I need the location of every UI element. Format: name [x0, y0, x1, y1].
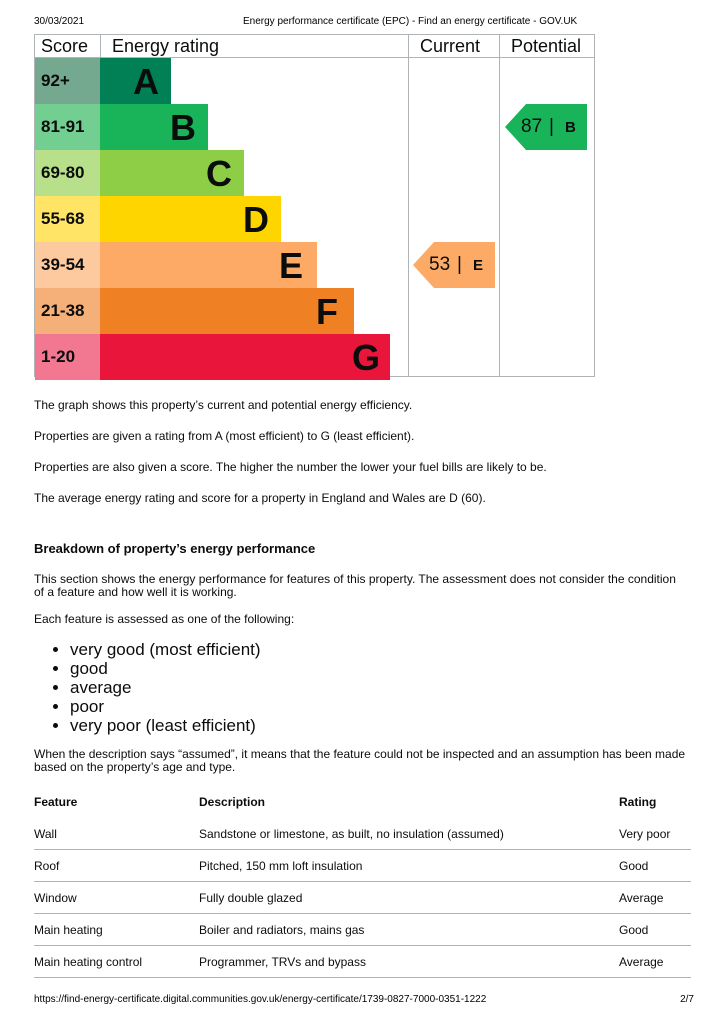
feature-table	[34, 786, 691, 978]
feature-cell: Main heating	[34, 914, 199, 946]
band-letter: G	[352, 337, 381, 378]
rating-cell: Average	[619, 946, 691, 978]
description-cell: Programmer, TRVs and bypass	[199, 946, 619, 978]
band-score-range: 21-38	[35, 288, 100, 334]
band-score-range: 55-68	[35, 196, 100, 242]
rating-cell: Good	[619, 850, 691, 882]
band-score-range: 1-20	[35, 334, 100, 380]
print-page-title: Energy performance certificate (EPC) - Find an energy certificate - GOV.UK	[243, 16, 578, 27]
table-row	[34, 882, 691, 914]
description-column-header: Description	[199, 795, 266, 809]
potential-letter: B	[565, 119, 576, 136]
score-explanation: Properties are also given a score. The higher the number the lower your fuel bills are likely to be.	[34, 460, 547, 474]
energy-rating-graph	[34, 34, 595, 377]
rating-column-header: Rating	[619, 795, 657, 809]
list-item: • good	[70, 659, 261, 678]
potential-separator: |	[549, 116, 554, 137]
band-bar	[100, 334, 390, 380]
column-divider	[408, 35, 409, 376]
rating-band-d	[35, 196, 408, 242]
page-number: 2/7	[680, 994, 694, 1005]
table-header-row	[34, 786, 691, 818]
print-date: 30/03/2021	[34, 16, 85, 27]
feature-column-header: Feature	[34, 795, 78, 809]
feature-cell: Main heating control	[34, 946, 199, 978]
potential-score: 87	[521, 116, 543, 137]
feature-cell: Roof	[34, 850, 199, 882]
breakdown-intro: This section shows the energy performance for features of this property. The assessment does not consider the condition of a feature and how well it is working.	[34, 572, 676, 599]
breakdown-heading: Breakdown of property’s energy performance	[34, 541, 316, 556]
potential-rating-arrow	[505, 104, 587, 150]
list-item: • very good (most efficient)	[70, 640, 261, 659]
band-letter: B	[170, 107, 196, 148]
table-row	[34, 946, 691, 978]
band-letter: D	[243, 199, 269, 240]
band-letter: E	[279, 245, 304, 286]
graph-explanation: The graph shows this property’s current and potential energy efficiency.	[34, 398, 413, 412]
description-cell: Boiler and radiators, mains gas	[199, 914, 619, 946]
band-letter: F	[316, 291, 338, 332]
feature-cell: Wall	[34, 818, 199, 850]
rating-cell: Very poor	[619, 818, 691, 850]
list-item: • poor	[70, 697, 261, 716]
table-row	[34, 818, 691, 850]
column-divider	[499, 35, 500, 376]
print-footer	[34, 994, 694, 1008]
rating-band-b	[35, 104, 408, 150]
rating-band-f	[35, 288, 408, 334]
assessment-levels-list	[34, 640, 261, 735]
current-letter: E	[473, 257, 484, 274]
band-score-range: 69-80	[35, 150, 100, 196]
rating-band-c	[35, 150, 408, 196]
feature-cell: Window	[34, 882, 199, 914]
band-score-range: 39-54	[35, 242, 100, 288]
rating-band-a	[35, 58, 408, 104]
current-separator: |	[457, 254, 462, 275]
band-letter: C	[206, 153, 232, 194]
average-rating-text: The average energy rating and score for a property in England and Wales are D (60).	[34, 491, 486, 505]
assumed-explanation: When the description says “assumed”, it means that the feature could not be inspected and an assumption has been made based on the property’s age and type.	[34, 747, 686, 774]
current-rating-arrow	[413, 242, 495, 288]
potential-column-header: Potential	[511, 36, 582, 56]
rating-cell: Good	[619, 914, 691, 946]
list-item: • average	[70, 678, 261, 697]
rating-cell: Average	[619, 882, 691, 914]
current-column-header: Current	[420, 36, 481, 56]
rating-band-g	[35, 334, 408, 380]
assessment-levels-intro: Each feature is assessed as one of the following:	[34, 612, 295, 626]
band-score-range: 92+	[35, 58, 100, 104]
print-header	[34, 16, 694, 30]
score-column-header: Score	[41, 36, 89, 56]
list-item: • very poor (least efficient)	[70, 716, 261, 735]
description-cell: Pitched, 150 mm loft insulation	[199, 850, 619, 882]
band-score-range: 81-91	[35, 104, 100, 150]
current-score: 53	[429, 254, 451, 275]
energy-rating-column-header: Energy rating	[112, 36, 220, 56]
rating-band-e	[35, 242, 408, 288]
page-url: https://find-energy-certificate.digital.communities.gov.uk/energy-certificate/1739-0827-7000-0351-1222	[34, 994, 487, 1005]
band-letter: A	[133, 61, 159, 102]
description-cell: Fully double glazed	[199, 882, 619, 914]
rating-explanation: Properties are given a rating from A (most efficient) to G (least efficient).	[34, 429, 415, 443]
table-row	[34, 914, 691, 946]
description-cell: Sandstone or limestone, as built, no insulation (assumed)	[199, 818, 619, 850]
table-row	[34, 850, 691, 882]
